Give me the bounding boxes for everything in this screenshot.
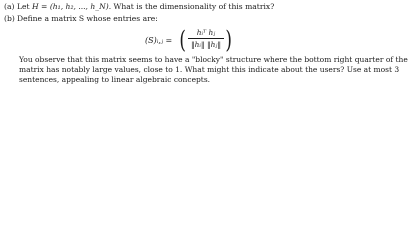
question-a-tag: (a) <box>4 2 15 11</box>
question-a-text: . What is the dimensionality of this matrix? <box>108 2 275 11</box>
left-paren: ( <box>179 26 186 54</box>
right-paren: ) <box>225 26 232 54</box>
question-b <box>4 14 158 23</box>
question-b-text: Define a matrix S whose entries are: <box>17 14 158 23</box>
paragraph-line-2: matrix has notably large values, close to 1. What might this indicate about the users? Use at most 3 <box>19 65 400 75</box>
question-a <box>4 2 274 11</box>
problem-document <box>0 0 408 87</box>
equation-lhs: (S)ᵢ,ⱼ = <box>145 36 173 45</box>
paragraph-line-3: sentences, appealing to linear algebraic concepts. <box>19 75 211 85</box>
matrix-h-definition: H = (h₁, h₂, ..., h_N) <box>32 2 109 11</box>
question-a-text-lead: Let <box>17 2 33 11</box>
question-b-tag: (b) <box>4 14 15 23</box>
fraction-denominator: ‖hᵢ‖ ‖hⱼ‖ <box>190 40 222 49</box>
question-b-paragraph <box>19 55 408 86</box>
cosine-fraction <box>187 28 225 50</box>
paragraph-line-1: You observe that this matrix seems to have a "blocky" structure where the bottom right quarter of the <box>19 55 408 64</box>
fraction-numerator: hᵢᵀ hⱼ <box>196 28 216 37</box>
